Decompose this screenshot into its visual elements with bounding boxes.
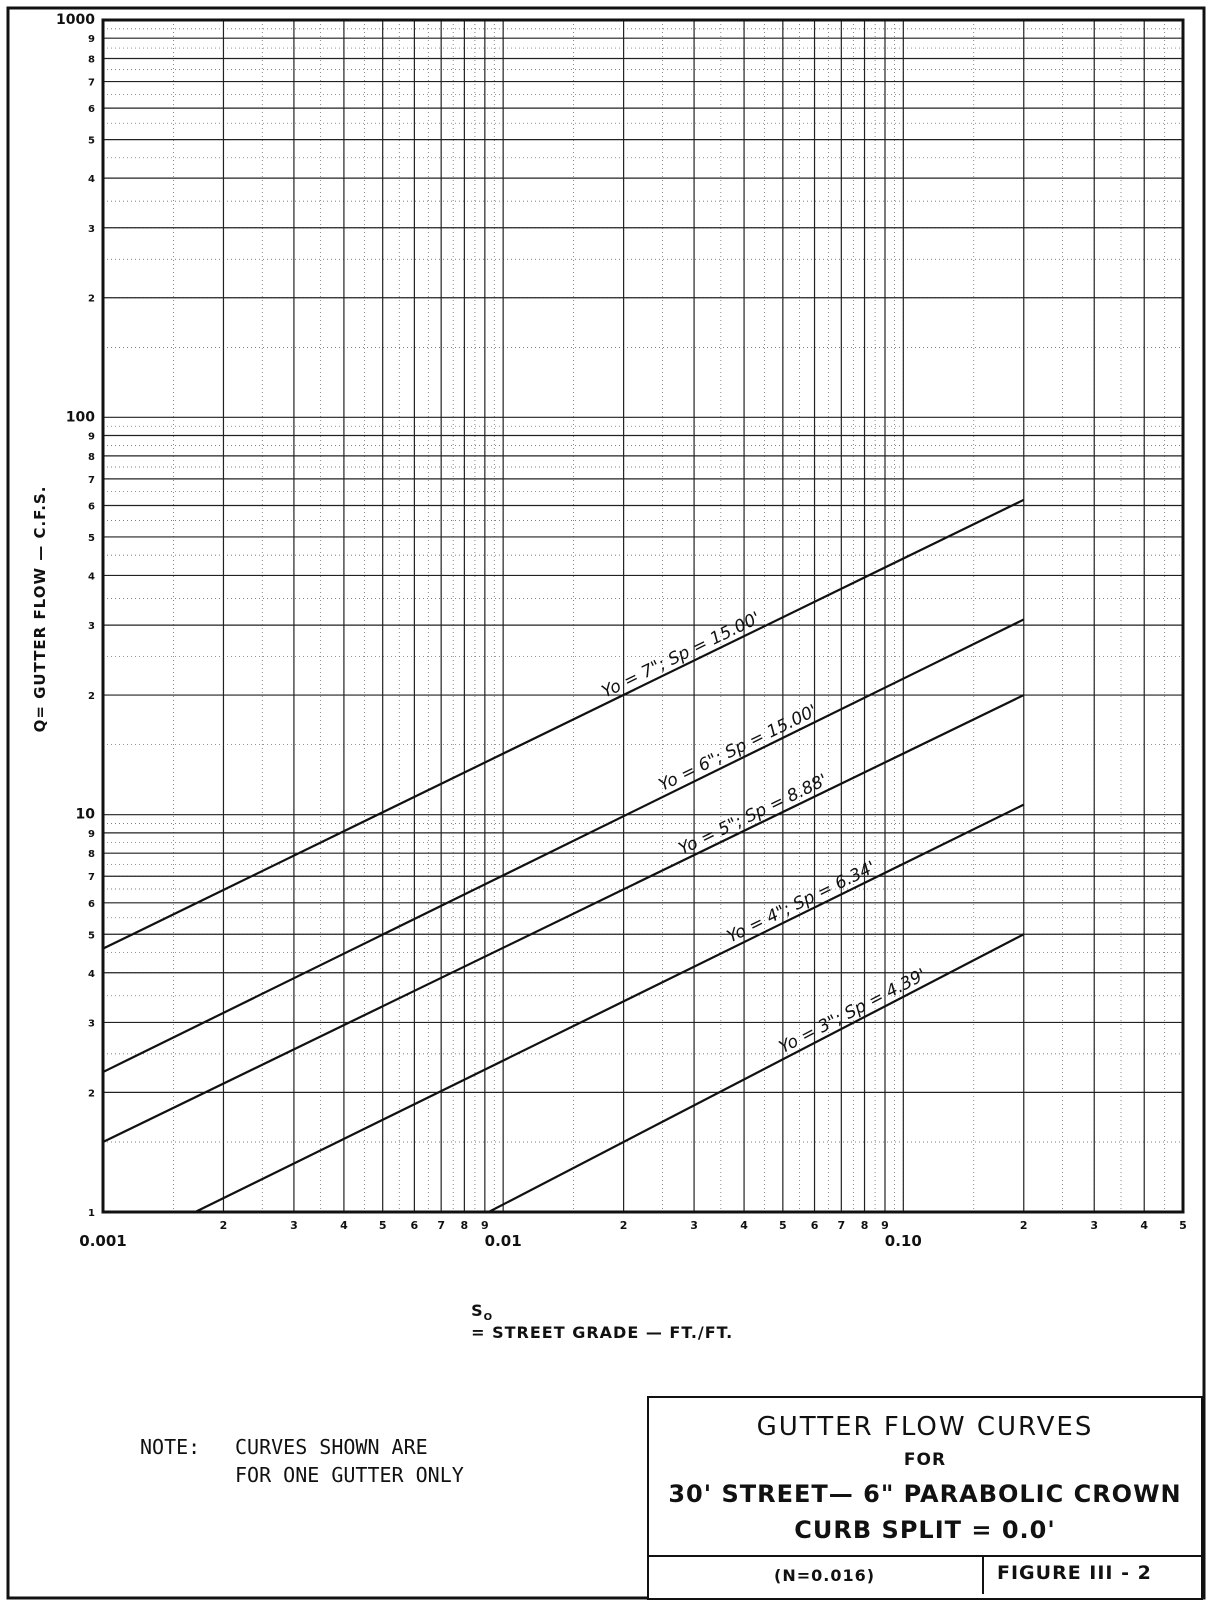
series-label-1: Yo = 7"; Sp = 15.00' [598,608,764,703]
y-tick-label: 8 [88,54,95,66]
series-line-3 [103,695,1024,1142]
x-tick-label-minor: 3 [690,1219,698,1232]
y-tick-label: 5 [88,930,95,942]
y-tick-label: 6 [88,104,95,116]
x-tick-label-minor: 9 [481,1219,489,1232]
n-value: (N=0.016) [774,1566,876,1585]
x-axis-label [458,1282,733,1342]
series-label-2: Yo = 6"; Sp = 15.00' [655,700,821,796]
x-tick-label-minor: 8 [860,1219,869,1232]
series-label-5: Yo = 3"; Sp = 4.39' [775,964,930,1058]
series-label-3: Yo = 5"; Sp = 8.88' [675,770,831,860]
plot-frame [103,20,1183,1212]
y-tick-label: 6 [88,898,95,910]
x-tick-label-minor: 2 [219,1219,228,1232]
note-line-1: CURVES SHOWN ARE [235,1435,428,1459]
x-tick-label-major: 0.01 [484,1232,522,1250]
y-tick-label: 3 [88,223,95,235]
x-tick-label-minor: 8 [460,1219,469,1232]
y-tick-label: 7 [88,872,95,884]
x-tick-label-minor: 5 [1179,1219,1187,1232]
y-tick-label: 1 [88,1208,95,1219]
y-tick-label: 2 [88,293,95,305]
y-tick-label: 6 [88,501,95,513]
x-tick-label-minor: 2 [619,1219,628,1232]
title-line-2: FOR [903,1450,947,1470]
y-tick-label: 4 [88,174,95,186]
x-axis-label-subscript: O [483,1312,494,1324]
series-label-4: Yo = 4"; Sp = 6.34' [723,857,879,948]
title-line-1: GUTTER FLOW CURVES [756,1412,1094,1442]
figure-label: FIGURE III - 2 [997,1562,1152,1584]
y-axis-label: Q= GUTTER FLOW — C.F.S. [31,485,49,733]
x-tick-label-minor: 4 [740,1219,748,1232]
x-tick-label-minor: 4 [340,1219,348,1232]
title-line-4: CURB SPLIT = 0.0' [794,1516,1056,1544]
y-tick-label: 8 [88,849,95,861]
title-line-3: 30' STREET— 6" PARABOLIC CROWN [668,1480,1182,1508]
x-axis-label-prefix: S [471,1301,484,1320]
y-tick-label: 10 [75,806,95,823]
y-tick-label: 2 [88,1088,95,1100]
y-tick-label: 9 [88,828,95,840]
grid [103,20,1183,1212]
x-tick-label-major: 0.10 [884,1232,922,1250]
page-border [8,8,1204,1598]
y-tick-label: 4 [88,968,95,980]
y-tick-label: 3 [88,1018,95,1030]
x-tick-label-minor: 4 [1140,1219,1149,1232]
series-line-4 [195,805,1024,1212]
x-tick-label-minor: 7 [437,1219,445,1232]
y-tick-label: 9 [88,34,95,46]
x-tick-label-major: 0.001 [79,1232,127,1250]
y-tick-label: 100 [65,409,95,426]
title-block [647,1396,1203,1600]
x-tick-label-minor: 7 [837,1219,846,1232]
y-tick-label: 8 [88,451,95,463]
x-tick-label-minor: 5 [779,1219,787,1232]
y-tick-label: 4 [88,571,95,583]
y-tick-label: 2 [88,691,95,703]
y-tick-label: 3 [88,621,95,633]
y-tick-label: 9 [88,431,95,443]
note-label: NOTE: [140,1435,201,1459]
x-tick-label-minor: 3 [1090,1219,1099,1232]
note-line-2: FOR ONE GUTTER ONLY [235,1463,464,1487]
x-tick-label-minor: 9 [881,1219,889,1232]
series-lines [103,500,1024,1212]
y-tick-label: 1000 [56,12,95,28]
x-axis-label-rest: = STREET GRADE — FT./FT. [471,1323,734,1343]
y-tick-label: 7 [88,77,95,89]
tick-labels [56,12,1187,1250]
series-line-5 [489,934,1024,1212]
y-tick-label: 7 [88,474,95,486]
x-tick-label-minor: 2 [1019,1219,1028,1232]
series-line-1 [103,500,1024,949]
y-tick-label: 5 [88,135,95,147]
x-tick-label-minor: 6 [410,1219,419,1232]
x-tick-label-minor: 3 [290,1219,298,1232]
y-tick-label: 5 [88,532,95,544]
x-tick-label-minor: 6 [810,1219,819,1232]
x-tick-label-minor: 5 [378,1219,387,1232]
